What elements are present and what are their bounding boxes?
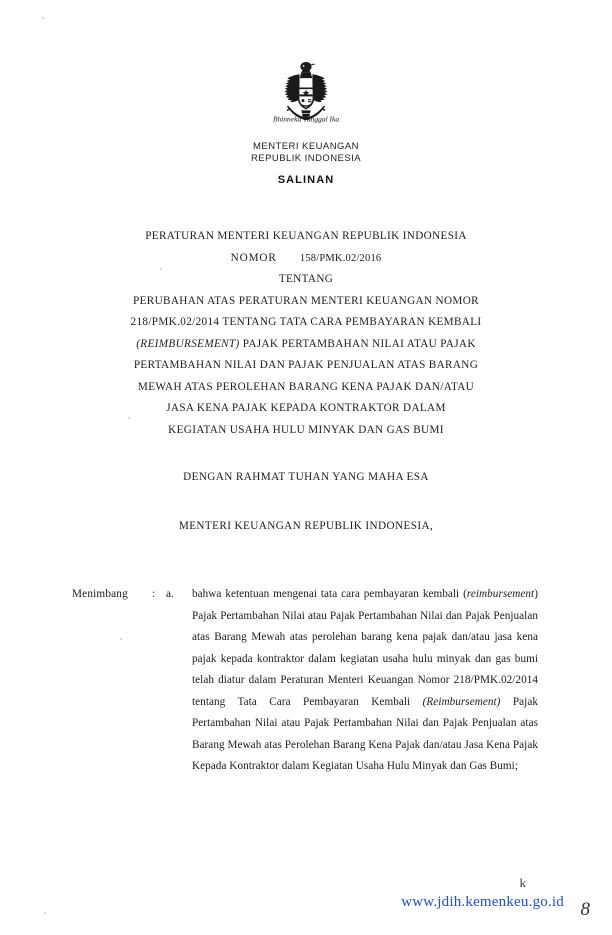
considering-part-5: Pajak Pertambahan Nilai atau Pajak Pertambahan Nilai dan Pajak Penjualan atas Barang Mewah atas Perolehan Barang Kena Pajak dan/atau Jasa Kena Pajak Kepada Kontraktor dalam Kegiatan Usaha Hulu Minyak dan Gas Bumi; [192,695,538,772]
subject-line-7: KEGIATAN USAHA HULU MINYAK DAN GAS BUMI [168,423,444,436]
handwritten-mark: k [519,875,526,890]
svg-text:Bhinneka Tunggal Ika: Bhinneka Tunggal Ika [272,114,340,124]
subject-line-2: 218/PMK.02/2014 TENTANG TATA CARA PEMBAYARAN KEMBALI [130,316,482,328]
considering-section [0,584,612,778]
subject-line-5: MEWAH ATAS PEROLEHAN BARANG KENA PAJAK DAN/ATAU [137,380,475,393]
letterhead [0,141,612,186]
authority-line: MENTERI KEUANGAN REPUBLIK INDONESIA, [178,520,434,532]
regulation-heading: PERATURAN MENTERI KEUANGAN REPUBLIK INDONESIA [145,230,467,242]
garuda-pancasila-emblem-icon [260,58,352,130]
subject-italic-term: (REIMBURSEMENT) [136,337,240,350]
subject-line-1: PERUBAHAN ATAS PERATURAN MENTERI KEUANGAN NOMOR [133,294,479,307]
regulation-number-label: NOMOR [230,251,277,264]
emblem-container [0,0,612,135]
considering-item-letter: a. [166,588,174,600]
scan-speck [120,638,122,640]
considering-part-2-italic: reimbursement [466,588,535,600]
regulation-number-line [91,248,521,270]
considering-part-1: bahwa ketentuan mengenai tata cara pembayaran kembali ( [192,588,467,600]
jdih-url[interactable]: www.jdih.kemenkeu.go.id [401,894,564,910]
preamble-block [71,467,541,536]
blessing-line: DENGAN RAHMAT TUHAN YANG MAHA ESA [183,471,429,483]
subject-line-3 [91,334,521,356]
tentang-label: TENTANG [278,273,334,285]
scan-speck [128,417,130,419]
subject-line-3-rest: PAJAK PERTAMBAHAN NILAI ATAU PAJAK [239,337,476,350]
considering-label: Menimbang [72,588,128,600]
letterhead-line-1: MENTERI KEUANGAN [253,141,359,152]
considering-colon: : [152,588,156,600]
considering-part-3: ) Pajak Pertambahan Nilai atau Pajak Pertambahan Nilai dan Pajak Penjualan atas Barang Mewah atas perolehan barang kena pajak dan/atau jasa kena pajak kepada kontraktor dalam kegiatan usaha hulu minyak dan gas bumi telah diatur dalam Peraturan Menteri Keuangan Nomor 218/PMK.02/2014 tentang Tata Cara Pembayaran Kembali [192,588,538,708]
subject-line-6: JASA KENA PAJAK KEPADA KONTRAKTOR DALAM [166,402,446,414]
considering-part-4-italic: (Reimbursement) [422,695,501,708]
scan-speck [160,268,162,270]
subject-line-4: PERTAMBAHAN NILAI DAN PAJAK PENJUALAN ATAS BARANG [133,359,479,371]
regulation-number-value: 158/PMK.02/2016 [299,252,382,264]
scan-speck [42,17,44,19]
letterhead-line-2: REPUBLIK INDONESIA [251,153,361,164]
scan-speck [44,912,46,914]
copy-stamp: SALINAN [277,174,335,186]
considering-paragraph [192,584,538,778]
regulation-title-block [91,226,521,441]
page-number-mark: 8 [580,899,590,920]
